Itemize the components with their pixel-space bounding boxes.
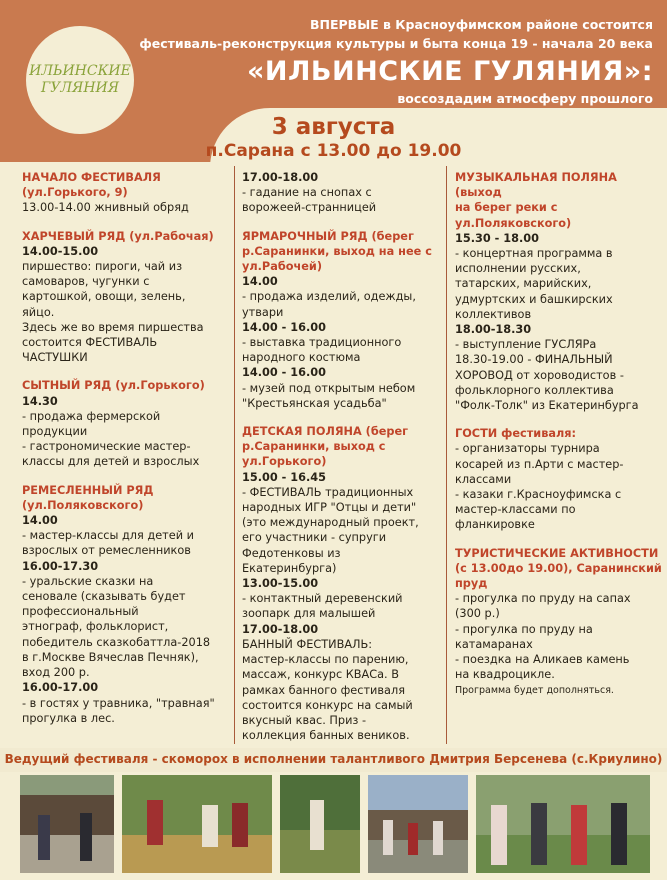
event-time: 18.00-18.30 (455, 323, 532, 337)
event-text: исполнении русских, (455, 262, 581, 276)
event-time: 15.30 - 18.00 (455, 231, 540, 245)
event-time: 16.00-17.30 (22, 559, 99, 573)
festival-photo-1 (20, 775, 114, 873)
event-text: картошкой, овощи, зелень, (22, 290, 186, 304)
section-title: р.Саранинки, выход на нее с (242, 244, 432, 258)
event-time: 14.00 - 16.00 (242, 366, 327, 380)
event-text: - контактный деревенский (242, 592, 403, 606)
event-text: мастер-классы по парению, (242, 653, 409, 667)
event-text: - уральские сказки на (22, 574, 154, 588)
section-title: ДЕТСКАЯ ПОЛЯНА (берег (242, 425, 409, 439)
program-column-3 (455, 170, 665, 698)
section-title: пруд (455, 577, 488, 591)
event-time: 14.30 (22, 394, 58, 408)
event-text: - гастрономические мастер- (22, 440, 191, 454)
section-gap (242, 411, 442, 424)
section-gap (455, 413, 665, 426)
header-line-1: ВПЕРВЫЕ в Красноуфимском районе состоится (309, 17, 653, 32)
event-text: (это международный проект, (242, 516, 419, 530)
event-text: рамках банного фестиваля (242, 683, 405, 697)
event-time: 13.00-15.00 (242, 577, 319, 591)
festival-subtitle: воссоздадим атмосферу прошлого (397, 91, 653, 106)
event-text: народных ИГР "Отцы и дети" (242, 501, 417, 515)
event-text: народного костюма (242, 351, 361, 365)
program-note: Программа будет дополняться. (455, 684, 614, 696)
event-text: на квадроцикле. (455, 668, 555, 682)
event-text: прогулка в лес. (22, 711, 115, 725)
section-title: ХАРЧЕВЫЙ РЯД (ул.Рабочая) (22, 229, 214, 243)
event-text: косарей из п.Арти с мастер- (455, 457, 624, 471)
section-title: ТУРИСТИЧЕСКИЕ АКТИВНОСТИ (455, 546, 659, 560)
event-text: - организаторы турнира (455, 442, 600, 456)
event-text: фланкировке (455, 518, 535, 532)
event-text: продукции (22, 425, 88, 439)
event-time: 14.00 (242, 275, 278, 289)
column-divider (234, 166, 235, 744)
event-text: коллекция банных веников. (242, 729, 410, 743)
event-text: зоопарк для малышей (242, 607, 376, 621)
section-title: ул.Горького) (242, 455, 327, 469)
section-title: ул.Поляковского) (455, 216, 572, 230)
section-gap (242, 216, 442, 229)
program-column-1 (22, 170, 227, 726)
event-text: в г.Москве Вячеслав Печняк), (22, 650, 199, 664)
event-text: - прогулка по пруду на сапах (455, 592, 631, 606)
event-text: "Фолк-Толк" из Екатеринбурга (455, 399, 639, 413)
event-text: яйцо. (22, 305, 55, 319)
event-time: 16.00-17.00 (22, 681, 99, 695)
section-title: на берег реки с (455, 201, 558, 215)
section-title: р.Саранинки, выход с (242, 440, 386, 454)
event-time: 15.00 - 16.45 (242, 470, 327, 484)
event-time: 17.00-18.00 (242, 171, 319, 184)
event-text: (300 р.) (455, 607, 500, 621)
event-text: взрослых от ремесленников (22, 544, 191, 558)
festival-photo-5 (476, 775, 650, 873)
event-text: профессиональный (22, 605, 139, 619)
event-text: - в гостях у травника, "травная" (22, 696, 215, 710)
event-text: массаж, конкурс КВАСа. В (242, 668, 399, 682)
section-title: СЫТНЫЙ РЯД (ул.Горького) (22, 379, 205, 393)
section-title: ЯРМАРОЧНЫЙ РЯД (берег (242, 229, 414, 243)
header-line-2: фестиваль-реконструкция культуры и быта конца 19 - начала 20 века (139, 36, 653, 51)
event-text: - ФЕСТИВАЛЬ традиционных (242, 485, 414, 499)
event-text: состоится конкурс на самый (242, 698, 413, 712)
event-text: мастер-классами по (455, 503, 576, 517)
section-title: ГОСТИ фестиваля: (455, 427, 577, 441)
event-text: - продажа фермерской (22, 409, 161, 423)
event-text: - гадание на снопах с (242, 186, 372, 200)
event-text: - мастер-классы для детей и (22, 529, 194, 543)
festival-photo-3 (280, 775, 360, 873)
section-title: (ул.Горького, 9) (22, 186, 128, 200)
section-title: РЕМЕСЛЕННЫЙ РЯД (22, 483, 154, 497)
program-column-2 (242, 170, 442, 743)
event-text: БАННЫЙ ФЕСТИВАЛЬ: (242, 637, 373, 651)
event-text: 13.00-14.00 жнивный обряд (22, 201, 189, 215)
logo-text: ИЛЬИНСКИЕ ГУЛЯНИЯ (29, 63, 131, 96)
section-gap (455, 533, 665, 546)
event-text: его участники - супруги (242, 531, 387, 545)
event-text: самоваров, чугунки с (22, 275, 150, 289)
event-text: вкусный квас. Приз - (242, 713, 367, 727)
event-time: 14.00 - 16.00 (242, 320, 327, 334)
event-text: Екатеринбурга) (242, 561, 337, 575)
event-text: - прогулка по пруду на (455, 622, 593, 636)
festival-photo-2 (122, 775, 272, 873)
event-text: классами (455, 472, 512, 486)
section-title: МУЗЫКАЛЬНАЯ ПОЛЯНА (выход (455, 171, 617, 200)
event-text: - выступление ГУСЛЯРа (455, 338, 597, 352)
event-text: утвари (242, 305, 284, 319)
event-text: вход 200 р. (22, 666, 90, 680)
festival-place: п.Сарана с 13.00 до 19.00 (205, 141, 462, 161)
event-text: Здесь же во время пиршества (22, 320, 204, 334)
event-text: удмуртских и башкирских (455, 292, 613, 306)
festival-date: 3 августа (271, 114, 396, 140)
event-text: - музей под открытым небом (242, 381, 416, 395)
column-divider (446, 166, 447, 744)
event-text: этнограф, фольклорист, (22, 620, 169, 634)
event-text: ХОРОВОД от хороводистов - (455, 368, 624, 382)
event-text: - поездка на Аликаев камень (455, 653, 630, 667)
event-text: - концертная программа в (455, 247, 613, 261)
event-text: коллективов (455, 307, 532, 321)
event-time: 14.00-15.00 (22, 244, 99, 258)
section-title: (ул.Поляковского) (22, 498, 144, 512)
event-text: катамаранах (455, 637, 533, 651)
section-title: (с 13.00до 19.00), Саранинский (455, 561, 662, 575)
event-text: классы для детей и взрослых (22, 455, 200, 469)
section-title: ул.Рабочей) (242, 260, 322, 274)
section-gap (22, 470, 227, 483)
section-title: НАЧАЛО ФЕСТИВАЛЯ (22, 171, 161, 184)
section-gap (22, 216, 227, 229)
event-text: победитель сказкобаттла-2018 (22, 635, 211, 649)
event-text: сеновале (сказывать будет (22, 590, 186, 604)
event-text: Федотенковы из (242, 546, 341, 560)
event-text: ворожеей-странницей (242, 201, 377, 215)
event-text: - продажа изделий, одежды, (242, 290, 416, 304)
festival-title: «ИЛЬИНСКИЕ ГУЛЯНИЯ»: (246, 56, 653, 87)
event-text: 18.30-19.00 - ФИНАЛЬНЫЙ (455, 353, 613, 367)
event-text: татарских, марийских, (455, 277, 592, 291)
festival-photo-4 (368, 775, 468, 873)
event-text: пиршество: пироги, чай из (22, 260, 183, 274)
event-time: 17.00-18.00 (242, 622, 319, 636)
section-gap (22, 365, 227, 378)
event-text: состоится ФЕСТИВАЛЬ (22, 336, 158, 350)
event-text: фольклорного коллектива (455, 383, 614, 397)
footer-host-line: Ведущий фестиваля - скоморох в исполнении талантливого Дмитрия Берсенева (с.Криулино) (4, 752, 663, 766)
event-text: - казаки г.Красноуфимска с (455, 488, 622, 502)
event-text: ЧАСТУШКИ (22, 351, 88, 365)
event-text: - выставка традиционного (242, 336, 402, 350)
event-time: 14.00 (22, 514, 58, 528)
event-text: "Крестьянская усадьба" (242, 396, 387, 410)
